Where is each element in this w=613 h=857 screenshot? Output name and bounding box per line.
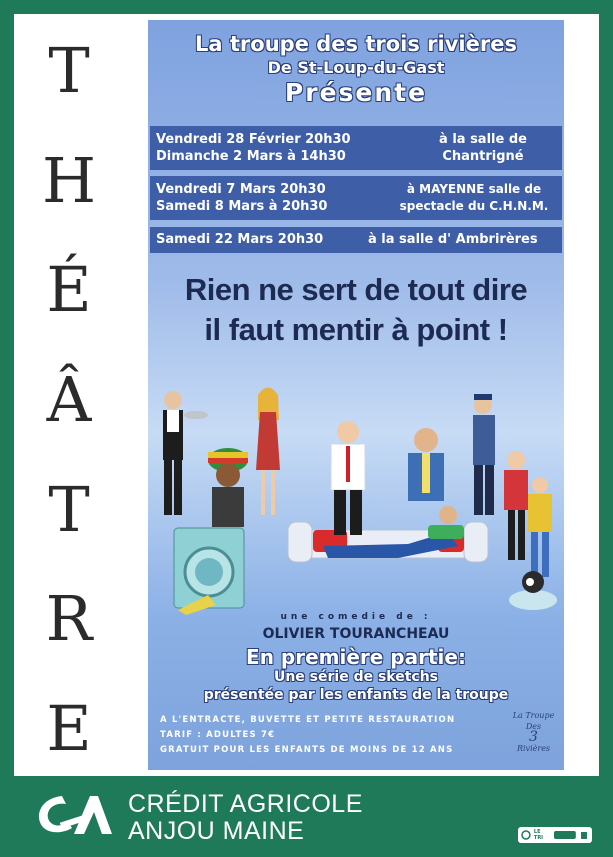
recycling-logos-icon	[518, 827, 592, 843]
letter-t2: T	[48, 472, 90, 546]
vertical-title	[14, 34, 124, 765]
credit-agricole-logo-icon	[32, 792, 114, 838]
comedy-by-label: une comedie de :	[280, 612, 432, 622]
troupe-name: La troupe des trois rivières	[195, 32, 517, 56]
sketches-line-1: Une série de sketchs	[273, 669, 439, 685]
date-line: Dimanche 2 Mars à 14h30	[156, 149, 346, 164]
couch-illustration	[288, 506, 488, 562]
bearded-man-figure	[408, 428, 444, 501]
sponsor-name	[128, 791, 363, 845]
woman-red-dress-figure	[256, 388, 280, 516]
play-title-line-2: il faut mentir à point !	[204, 312, 508, 347]
troupe-signature	[506, 710, 561, 754]
venue-line: spectacle du C.H.N.M.	[399, 199, 549, 213]
signature-line: Rivières	[516, 744, 551, 753]
date-line: Samedi 22 Mars 20h30	[156, 232, 324, 247]
venue-line: à MAYENNE salle de	[406, 182, 542, 196]
woman-red-jacket-figure	[504, 451, 528, 560]
sketches-line-2: présentée par les enfants de la troupe	[203, 687, 509, 703]
recycle-icon	[521, 830, 531, 840]
partner-label: LE TRI	[533, 829, 544, 841]
author-name: OLIVIER TOURANCHEAU	[262, 626, 450, 642]
waiter-figure	[163, 391, 208, 515]
sponsor-footer	[0, 776, 613, 857]
cat-figure	[509, 571, 557, 610]
letter-h: H	[41, 143, 97, 217]
first-part-label: En première partie:	[246, 645, 466, 669]
letter-e-acute: É	[46, 253, 92, 327]
date-band-1	[150, 126, 562, 170]
girl-yellow-figure	[528, 477, 552, 577]
man-white-shirt-figure	[331, 421, 365, 535]
washing-machine-illustration	[174, 528, 244, 608]
sponsor-line-2: ANJOU MAINE	[128, 817, 305, 845]
info-line-1: A L'ENTRACTE, BUVETTE ET PETITE RESTAURATION	[160, 715, 456, 725]
venue-line: à la salle de	[439, 132, 527, 147]
sponsor-line-1: CRÉDIT AGRICOLE	[128, 790, 363, 818]
signature-line: La Troupe	[512, 711, 555, 720]
cast-illustration	[148, 360, 564, 615]
date-line: Samedi 8 Mars à 20h30	[156, 199, 328, 214]
info-line-2: TARIF : ADULTES 7€	[160, 730, 276, 740]
presents-label: Présente	[284, 78, 428, 107]
bin-icon	[579, 830, 589, 840]
poster-panel	[148, 20, 564, 770]
date-line: Vendredi 7 Mars 20h30	[156, 182, 326, 197]
letter-t: T	[48, 34, 90, 107]
police-officer-figure	[473, 394, 495, 515]
venue-line: à la salle d' Ambrirères	[368, 232, 538, 247]
date-band-2	[150, 176, 562, 220]
troupe-origin: De St-Loup-du-Gast	[267, 58, 445, 77]
venue-line: Chantrigné	[442, 149, 524, 164]
info-line-3: GRATUIT POUR LES ENFANTS DE MOINS DE 12 ANS	[160, 745, 454, 755]
signature-line: Des	[525, 722, 542, 731]
date-line: Vendredi 28 Février 20h30	[156, 132, 351, 147]
date-band-3	[150, 227, 562, 253]
letter-e: E	[46, 691, 92, 765]
partner-badge-icon	[554, 830, 576, 840]
letter-a-circ: Â	[46, 362, 92, 436]
rasta-figure	[208, 448, 248, 527]
play-title-line-1: Rien ne sert de tout dire	[184, 272, 528, 307]
letter-r: R	[45, 582, 93, 656]
signature-line: 3	[529, 729, 538, 745]
